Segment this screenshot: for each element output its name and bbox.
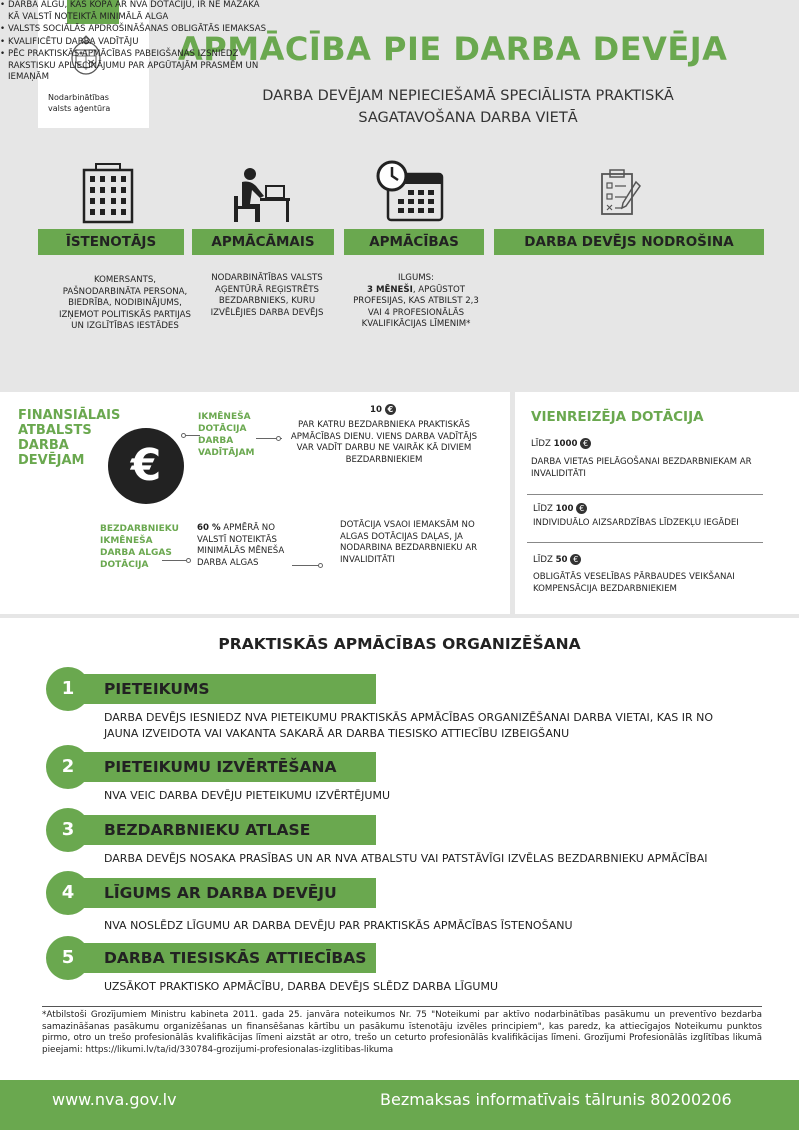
euro-symbol: € — [130, 440, 162, 491]
website-link[interactable]: www.nva.gov.lv — [52, 1090, 177, 1109]
footnote: *Atbilstoši Grozījumiem Ministru kabineta 2011. gada 25. janvāra noteikumos Nr. 75 "Noteikumi par aktīvo nodarbinātības pasākumu un preventīvo bezdarba samazināšanas pasākumu organizēšanas un finansēšanas kārtību un pasākumu īstenotāju izvēles principiem", kas paredz, ka attiecīgajos Noteikumu punktos pirmo, otro un trešo profesionālās kvalifikācijas līmeni aizstāt ar otro, trešo un ceturto profesionālās kvalifikācijas līmeni. Grozījumi Profesionālās izglītības likumā pieejami: https://likumi.lv/ta/id/330784-grozijumi-profesionalas-izglitibas-likuma — [42, 1010, 762, 1055]
list-item: • DARBA ALGU, KAS KOPĀ AR NVA DOTĀCIJU, IR NE MAZĀKA KĀ VALSTĪ NOTEIKTĀ MINIMĀLĀ ALGA — [0, 0, 270, 23]
implementer-header: ĪSTENOTĀJS — [38, 229, 184, 255]
step-title-1: PIETEIKUMS — [104, 680, 210, 698]
one-time-amount-2: LĪDZ 100 € — [533, 503, 587, 516]
footnote-divider — [42, 1006, 762, 1007]
divider — [527, 494, 763, 495]
step-desc-3: DARBA DEVĒJS NOSAKA PRASĪBAS UN AR NVA ATBALSTU VAI PATSTĀVĪGI IZVĒLAS BEZDARBNIEKU APMĀCĪBAI — [104, 852, 708, 865]
euro-icon — [108, 428, 184, 504]
wage-subsidy-note: DOTĀCIJA VSAOI IEMAKSĀM NO ALGAS DOTĀCIJAS DAĻAS, JA NODARBINA BEZDARBNIEKU AR INVALIDITĀTI — [340, 520, 478, 565]
implementer-text: KOMERSANTS, PAŠNODARBINĀTA PERSONA, BIEDRĪBA, NODIBINĀJUMS, IZŅEMOT POLITISKĀS PARTIJAS UN IZGLĪTĪBAS IESTĀDES — [58, 275, 191, 331]
trainee-text: NODARBINĀTĪBAS VALSTS AĢENTŪRĀ REĢISTRĒTS BEZDARBNIEKS, KURU IZVĒLĒJIES DARBA DEVĒJS — [210, 273, 324, 318]
training-duration-label: ILGUMS: — [397, 273, 435, 283]
employer-header: DARBA DEVĒJS NODROŠINA — [494, 229, 764, 255]
logo-text — [48, 92, 140, 114]
monthly-amount: 10 € — [370, 404, 396, 417]
connector-dot — [318, 563, 323, 568]
list-item: • KVALIFICĒTU DARBA VADĪTĀJU — [0, 37, 270, 49]
training-details: , APGŪSTOT PROFESIJAS, KAS ATBILST 2,3 VAI 4 PROFESIONĀLĀS KVALIFIKĀCIJAS LĪMENIM* — [353, 284, 479, 329]
process-title: PRAKTISKĀS APMĀCĪBAS ORGANIZĒŠANA — [218, 635, 581, 653]
connector-dot — [181, 433, 186, 438]
step-desc-5: UZSĀKOT PRAKTISKO APMĀCĪBU, DARBA DEVĒJS SLĒDZ DARBA LĪGUMU — [104, 980, 499, 993]
step-title-4: LĪGUMS AR DARBA DEVĒJU — [104, 884, 337, 902]
phone-info: Bezmaksas informatīvais tālrunis 80200206 — [380, 1090, 732, 1109]
step-desc-2: NVA VEIC DARBA DEVĒJU PIETEIKUMU IZVĒRTĒJUMU — [104, 789, 391, 802]
page-title: APMĀCĪBA PIE DARBA DEVĒJA — [178, 30, 728, 68]
one-time-text-2: INDIVIDUĀLO AIZSARDZĪBAS LĪDZEKĻU IEGĀDEI — [533, 518, 739, 528]
list-item: • PĒC PRAKTISKĀS APMĀCĪBAS PABEIGŠANAS IZSNIEDZ RAKSTISKU APLIECINĀJUMU PAR APGŪTAJĀM PRASMĒM UN IEMAŅĀM — [0, 49, 270, 84]
logo-text-line2: valsts aģentūra — [48, 104, 111, 113]
connector-dot — [276, 436, 281, 441]
subtitle-line1: DARBA DEVĒJAM NEPIECIEŠAMĀ SPECIĀLISTA PRAKTISKĀ — [262, 88, 674, 104]
logo-text-line1: Nodarbinātības — [48, 93, 109, 102]
step-title-3: BEZDARBNIEKU ATLASE — [104, 821, 311, 839]
one-time-amount-1: LĪDZ 1000 € — [531, 438, 591, 451]
step-title-5: DARBA TIESISKĀS ATTIECĪBAS — [104, 949, 367, 967]
trainee-header: APMĀCĀMAIS — [192, 229, 334, 255]
wage-subsidy-text: 60 % APMĒRĀ NO VALSTĪ NOTEIKTĀS MINIMĀLĀS MĒNEŠA DARBA ALGAS — [197, 523, 285, 568]
training-duration: 3 MĒNEŠI — [366, 284, 413, 295]
person-at-desk-icon — [230, 166, 292, 224]
step-number-4: 4 — [46, 871, 90, 915]
building-icon — [78, 162, 138, 224]
monthly-subsidy-text: PAR KATRU BEZDARBNIEKA PRAKTISKĀS APMĀCĪBAS DIENU. VIENS DARBA VADĪTĀJS VAR VADĪT DARBU NE VAIRĀK KĀ DIVIEM BEZDARBNIEKIEM — [290, 420, 478, 465]
checklist-icon — [598, 168, 642, 218]
step-number-5: 5 — [46, 936, 90, 980]
step-title-2: PIETEIKUMU IZVĒRTĒŠANA — [104, 758, 337, 776]
one-time-text-1: DARBA VIETAS PIELĀGOŠANAI BEZDARBNIEKAM AR INVALIDITĀTI — [531, 457, 752, 479]
training-header: APMĀCĪBAS — [344, 229, 484, 255]
step-desc-4: NVA NOSLĒDZ LĪGUMU AR DARBA DEVĒJU PAR PRAKTISKĀS APMĀCĪBAS ĪSTENOŠANU — [104, 919, 573, 932]
monthly-subsidy-label: IKMĒNEŠA DOTĀCIJA DARBA VADĪTĀJAM — [198, 412, 255, 458]
training-text — [348, 273, 484, 331]
finance-title: FINANSIĀLAIS ATBALSTS DARBA DEVĒJAM — [18, 408, 121, 468]
subtitle-line2: SAGATAVOŠANA DARBA VIETĀ — [358, 110, 578, 126]
one-time-title: VIENREIZĒJA DOTĀCIJA — [531, 409, 704, 425]
list-item: • VALSTS SOCIĀLĀS APDROŠINĀŠANAS OBLIGĀTĀS IEMAKSAS — [0, 24, 270, 36]
employer-provides-list — [0, 0, 270, 84]
step-number-2: 2 — [46, 745, 90, 789]
page-subtitle — [208, 85, 728, 129]
step-number-1: 1 — [46, 667, 90, 711]
connector-dot — [186, 558, 191, 563]
wage-subsidy-label: BEZDARBNIEKU IKMĒNEŠA DARBA ALGAS DOTĀCIJA — [100, 524, 179, 570]
divider — [527, 542, 763, 543]
one-time-amount-3: LĪDZ 50 € — [533, 554, 581, 567]
clock-calendar-icon — [376, 160, 446, 222]
one-time-text-3: OBLIGĀTĀS VESELĪBAS PĀRBAUDES VEIKŠANAI KOMPENSĀCIJA BEZDARBNIEKIEM — [533, 572, 735, 594]
step-number-3: 3 — [46, 808, 90, 852]
step-desc-1: DARBA DEVĒJS IESNIEDZ NVA PIETEIKUMU PRAKTISKĀS APMĀCĪBAS ORGANIZĒŠANAI DARBA VIETAI, KAS IR NO JAUNA IZVEIDOTA VAI VAKANTA SAKARĀ AR DARBA TIESISKO ATTIECĪBU IZBEIGŠANU — [104, 711, 714, 740]
